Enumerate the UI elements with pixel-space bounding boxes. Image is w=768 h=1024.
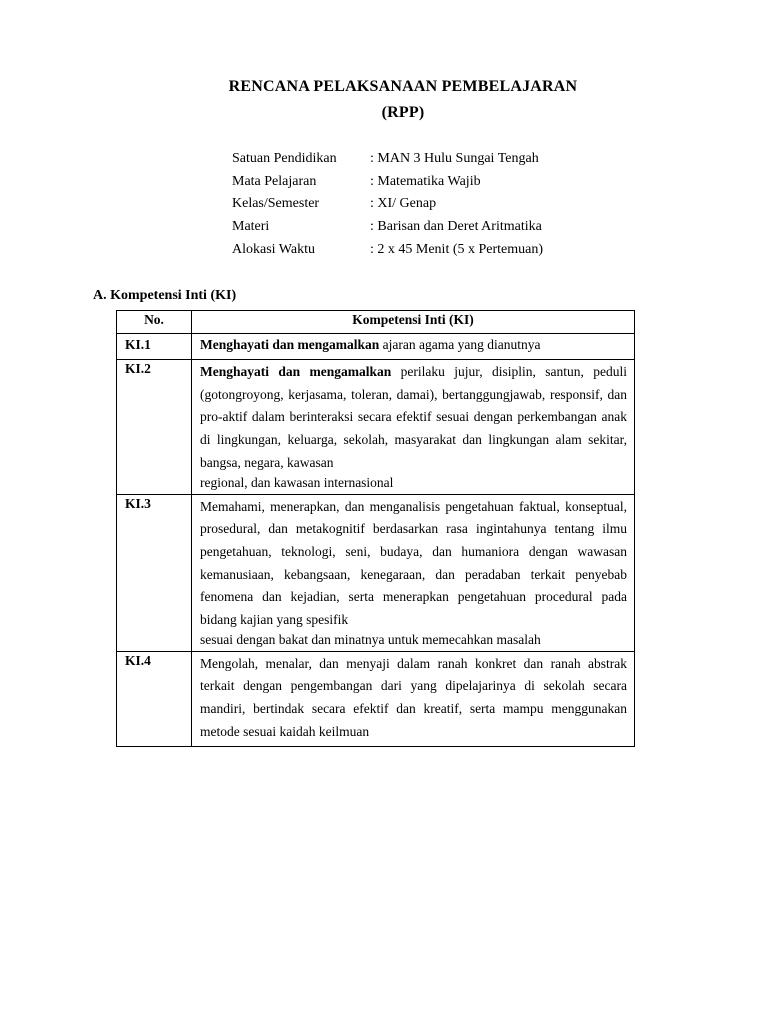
info-value: : Barisan dan Deret Aritmatika [370, 219, 542, 235]
row-number: KI.1 [117, 334, 192, 360]
info-label: Kelas/Semester [232, 196, 320, 212]
competency-paragraph: Mengolah, menalar, dan menyaji dalam ranah konkret dan ranah abstrak terkait dengan pengembangan dari yang dipelajarinya di sekolah secara mandiri, bertindak secara efektif dan kreatif, serta mampu menggunakan metode sesuai kaidah keilmuan [200, 655, 627, 739]
info-value: : XI/ Genap [370, 196, 437, 212]
competency-tail: regional, dan kawasan internasional [200, 474, 394, 490]
competency-table [116, 310, 635, 747]
document-subtitle: (RPP) [381, 104, 425, 121]
competency-text [192, 651, 635, 746]
info-row-alokasi-waktu [232, 241, 543, 264]
info-row-kelas-semester [232, 195, 543, 218]
competency-paragraph [200, 361, 627, 475]
table-row [117, 651, 635, 746]
competency-text [192, 494, 635, 651]
competency-lead: Menghayati dan mengamalkan [200, 337, 380, 352]
info-label: Materi [232, 219, 270, 235]
row-number: KI.4 [117, 651, 192, 746]
competency-paragraph: Memahami, menerapkan, dan menganalisis pengetahuan faktual, konseptual, prosedural, dan metakognitif berdasarkan rasa ingintahunya tentang ilmu pengetahuan, teknologi, seni, budaya, dan humaniora dengan wawasan kemanusiaan, kebangsaan, kenegaraan, dan peradaban terkait penyebab fenomena dan kejadian, serta menerapkan pengetahuan procedural pada bidang kajian yang spesifik [200, 498, 627, 628]
competency-body: perilaku jujur, disiplin, santun, peduli (gotongroyong, kerjasama, toleran, damai), bertanggungjawab, responsif, dan pro-aktif dalam berinteraksi secara efektif sesuai dengan perkembangan anak di lingkungan, keluarga, sekolah, masyarakat dan lingkungan alam sekitar, bangsa, negara, kawasan [200, 364, 627, 470]
competency-text [192, 360, 635, 495]
table-header-row [117, 311, 635, 334]
competency-lead: Menghayati dan mengamalkan [200, 364, 392, 379]
section-heading: A. Kompetensi Inti (KI) [93, 288, 237, 303]
info-row-materi [232, 218, 543, 241]
info-label: Mata Pelajaran [232, 173, 317, 189]
document-title: RENCANA PELAKSANAAN PEMBELAJARAN [228, 78, 578, 95]
info-value: : 2 x 45 Menit (5 x Pertemuan) [370, 241, 544, 257]
column-header-competency: Kompetensi Inti (KI) [192, 311, 635, 334]
info-value: : Matematika Wajib [370, 173, 481, 189]
competency-body: ajaran agama yang dianutnya [379, 337, 541, 352]
table-row [117, 360, 635, 495]
identity-block [232, 150, 543, 263]
row-number: KI.2 [117, 360, 192, 495]
info-label: Alokasi Waktu [232, 241, 315, 257]
table-row [117, 494, 635, 651]
competency-text [192, 334, 635, 360]
table-row [117, 334, 635, 360]
row-number: KI.3 [117, 494, 192, 651]
info-label: Satuan Pendidikan [232, 151, 337, 166]
info-row-mata-pelajaran [232, 173, 543, 196]
info-value: : MAN 3 Hulu Sungai Tengah [370, 151, 539, 166]
info-row-satuan-pendidikan [232, 150, 543, 173]
competency-tail: sesuai dengan bakat dan minatnya untuk memecahkan masalah [200, 631, 541, 647]
column-header-no: No. [117, 311, 192, 334]
